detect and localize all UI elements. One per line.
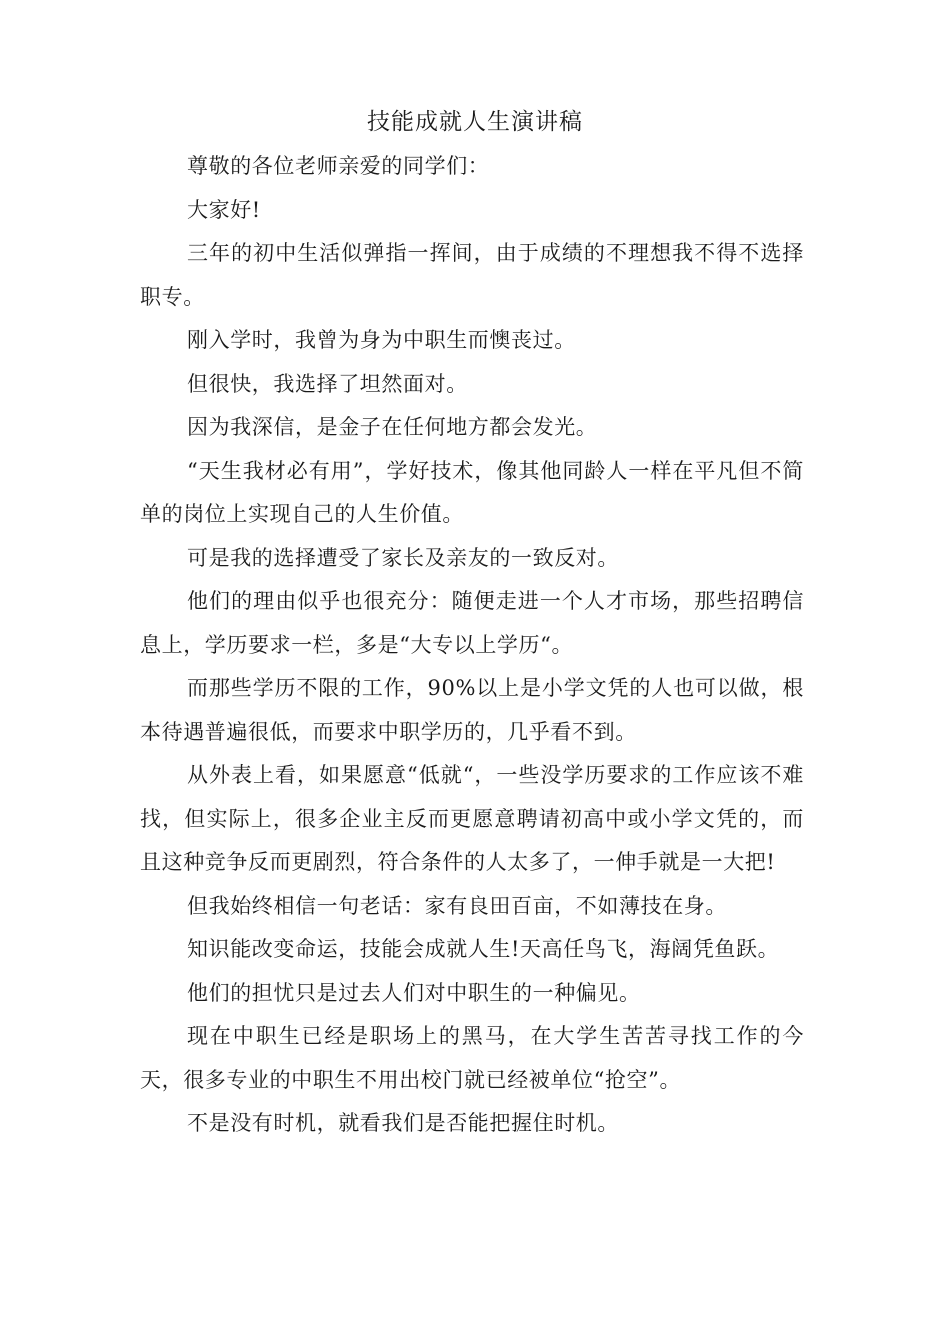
paragraph: 从外表上看，如果愿意“低就“，一些没学历要求的工作应该不难找，但实际上，很多企业主反而更愿意聘请初高中或小学文凭的，而且这种竞争反而更剧烈，符合条件的人太多了，一伸手就是一大把! xyxy=(140,763,804,874)
paragraph: 但很快，我选择了坦然面对。 xyxy=(187,371,468,396)
paragraph: 不是没有时机，就看我们是否能把握住时机。 xyxy=(187,1111,619,1135)
paragraph: 他们的理由似乎也很充分：随便走进一个人才市场，那些招聘信息上，学历要求一栏，多是“大专以上学历“。 xyxy=(140,589,804,657)
paragraph: 现在中职生已经是职场上的黑马，在大学生苦苦寻找工作的今天，很多专业的中职生不用出校门就已经被单位“抢空”。 xyxy=(140,1024,804,1092)
paragraph: 他们的担忧只是过去人们对中职生的一种偏见。 xyxy=(187,980,641,1005)
paragraph: 刚入学时，我曾为身为中职生而懊丧过。 xyxy=(187,328,576,352)
paragraph: 但我始终相信一句老话：家有良田百亩，不如薄技在身。 xyxy=(187,893,727,918)
paragraph-salutation: 尊敬的各位老师亲爱的同学们： xyxy=(187,154,490,178)
paragraph: 而那些学历不限的工作，90%以上是小学文凭的人也可以做，根本待遇普遍很低，而要求中职学历的，几乎看不到。 xyxy=(140,676,804,744)
paragraph: 三年的初中生活似弹指一挥间，由于成绩的不理想我不得不选择职专。 xyxy=(140,241,804,309)
document-body xyxy=(140,145,804,1146)
paragraph: “天生我材必有用”，学好技术，像其他同龄人一样在平凡但不简单的岗位上实现自己的人生价值。 xyxy=(140,458,804,526)
paragraph: 因为我深信，是金子在任何地方都会发光。 xyxy=(187,415,598,439)
document-title: 技能成就人生演讲稿 xyxy=(367,109,583,135)
paragraph: 知识能改变命运，技能会成就人生!天高任鸟飞，海阔凭鱼跃。 xyxy=(187,937,780,961)
paragraph: 可是我的选择遭受了家长及亲友的一致反对。 xyxy=(187,545,619,570)
paragraph-greeting: 大家好! xyxy=(187,197,261,222)
